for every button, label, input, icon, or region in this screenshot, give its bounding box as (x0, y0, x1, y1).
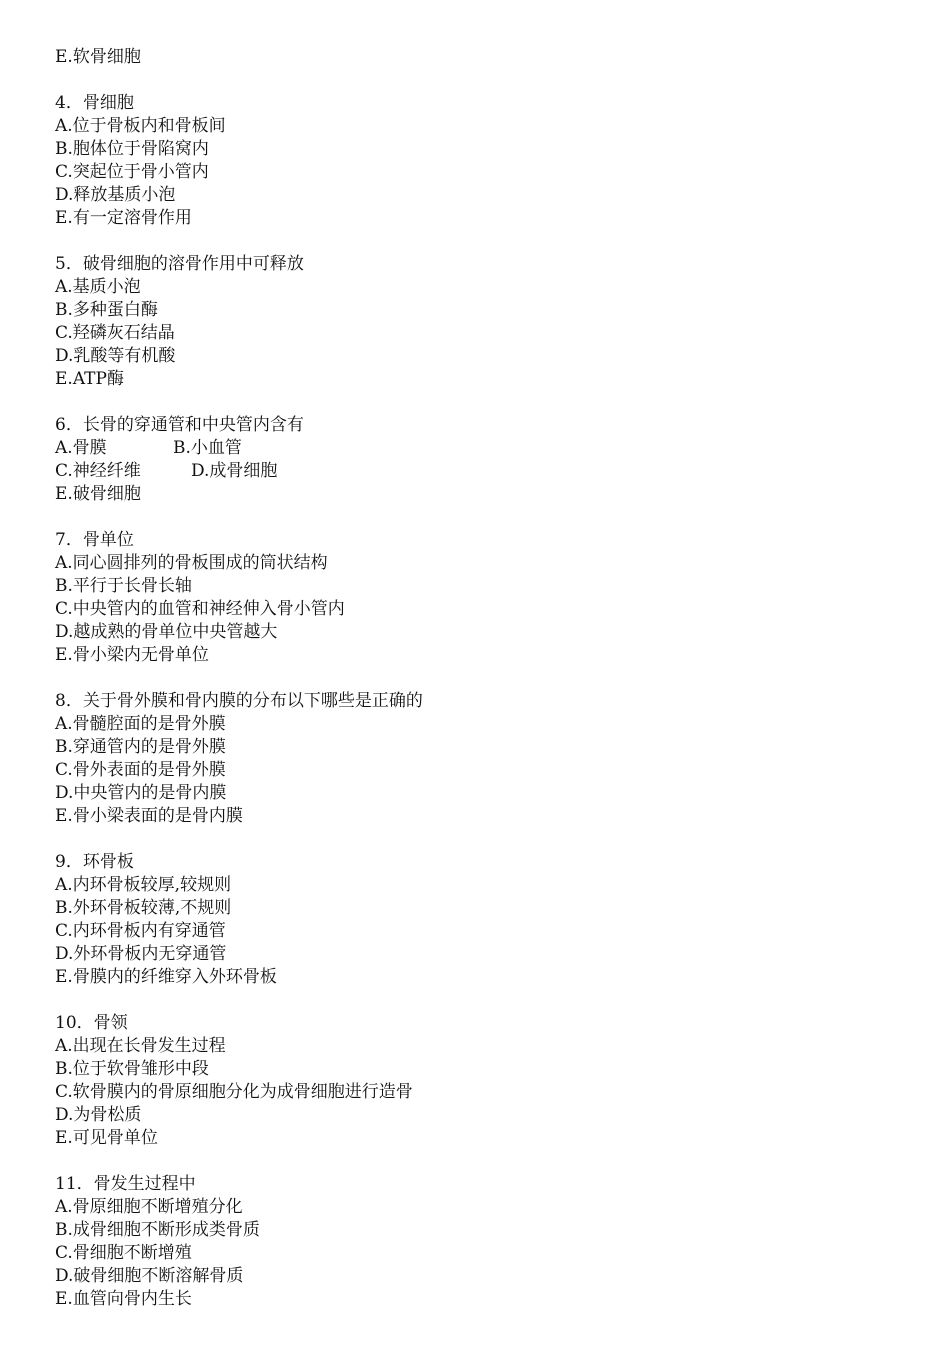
option-a: A.出现在长骨发生过程 (55, 1036, 226, 1056)
question-6 (55, 414, 915, 506)
option-a: A.位于骨板内和骨板间 (55, 116, 226, 136)
option-b: B.外环骨板较薄,不规则 (55, 898, 232, 918)
option-b: B.小血管 (173, 438, 242, 458)
option-c: C.骨细胞不断增殖 (55, 1243, 192, 1263)
prev-question-tail (55, 46, 915, 69)
option-a: A.骨髓腔面的是骨外膜 (55, 714, 226, 734)
option-b: B.平行于长骨长轴 (55, 576, 192, 596)
option-e: E.ATP酶 (55, 369, 124, 389)
question-7 (55, 529, 915, 667)
option-b: B.穿通管内的是骨外膜 (55, 737, 226, 757)
option-d: D.成骨细胞 (191, 461, 278, 481)
option-a: A.内环骨板较厚,较规则 (55, 875, 232, 895)
option-d: D.外环骨板内无穿通管 (55, 944, 227, 964)
option-b: B.成骨细胞不断形成类骨质 (55, 1220, 260, 1240)
option-d: D.破骨细胞不断溶解骨质 (55, 1266, 244, 1286)
option-c: C.中央管内的血管和神经伸入骨小管内 (55, 599, 345, 619)
option-e: E.血管向骨内生长 (55, 1289, 192, 1309)
question-11 (55, 1173, 915, 1311)
question-5 (55, 253, 915, 391)
option-c: C.突起位于骨小管内 (55, 162, 209, 182)
option-a: A.基质小泡 (55, 277, 141, 297)
option-e: E.可见骨单位 (55, 1128, 158, 1148)
option-c: C.羟磷灰石结晶 (55, 323, 175, 343)
option-e: E.软骨细胞 (55, 47, 141, 67)
option-d: D.为骨松质 (55, 1105, 142, 1125)
option-e: E.有一定溶骨作用 (55, 208, 192, 228)
question-stem: 6．长骨的穿通管和中央管内含有 (55, 415, 304, 435)
question-4 (55, 92, 915, 230)
option-e: E.破骨细胞 (55, 484, 141, 504)
question-stem: 8．关于骨外膜和骨内膜的分布以下哪些是正确的 (55, 691, 423, 711)
document-page (55, 46, 915, 1311)
option-a: A.同心圆排列的骨板围成的筒状结构 (55, 553, 328, 573)
option-d: D.中央管内的是骨内膜 (55, 783, 227, 803)
question-stem: 4．骨细胞 (55, 93, 134, 113)
option-e: E.骨小梁内无骨单位 (55, 645, 209, 665)
question-9 (55, 851, 915, 989)
question-stem: 7．骨单位 (55, 530, 134, 550)
option-c: C.骨外表面的是骨外膜 (55, 760, 226, 780)
question-stem: 9．环骨板 (55, 852, 134, 872)
option-c: C.内环骨板内有穿通管 (55, 921, 226, 941)
option-b: B.胞体位于骨陷窝内 (55, 139, 209, 159)
option-d: D.乳酸等有机酸 (55, 346, 176, 366)
option-c: C.神经纤维 (55, 461, 141, 481)
option-row-2 (55, 460, 915, 483)
option-a: A.骨原细胞不断增殖分化 (55, 1197, 243, 1217)
option-e: E.骨小梁表面的是骨内膜 (55, 806, 243, 826)
option-d: D.释放基质小泡 (55, 185, 176, 205)
option-e: E.骨膜内的纤维穿入外环骨板 (55, 967, 277, 987)
question-8 (55, 690, 915, 828)
question-10 (55, 1012, 915, 1150)
option-d: D.越成熟的骨单位中央管越大 (55, 622, 278, 642)
option-b: B.多种蛋白酶 (55, 300, 158, 320)
option-row-1 (55, 437, 915, 460)
question-stem: 5．破骨细胞的溶骨作用中可释放 (55, 254, 304, 274)
option-a: A.骨膜 (55, 438, 107, 458)
question-stem: 11．骨发生过程中 (55, 1174, 196, 1194)
option-c: C.软骨膜内的骨原细胞分化为成骨细胞进行造骨 (55, 1082, 413, 1102)
option-b: B.位于软骨雏形中段 (55, 1059, 209, 1079)
question-stem: 10．骨领 (55, 1013, 128, 1033)
